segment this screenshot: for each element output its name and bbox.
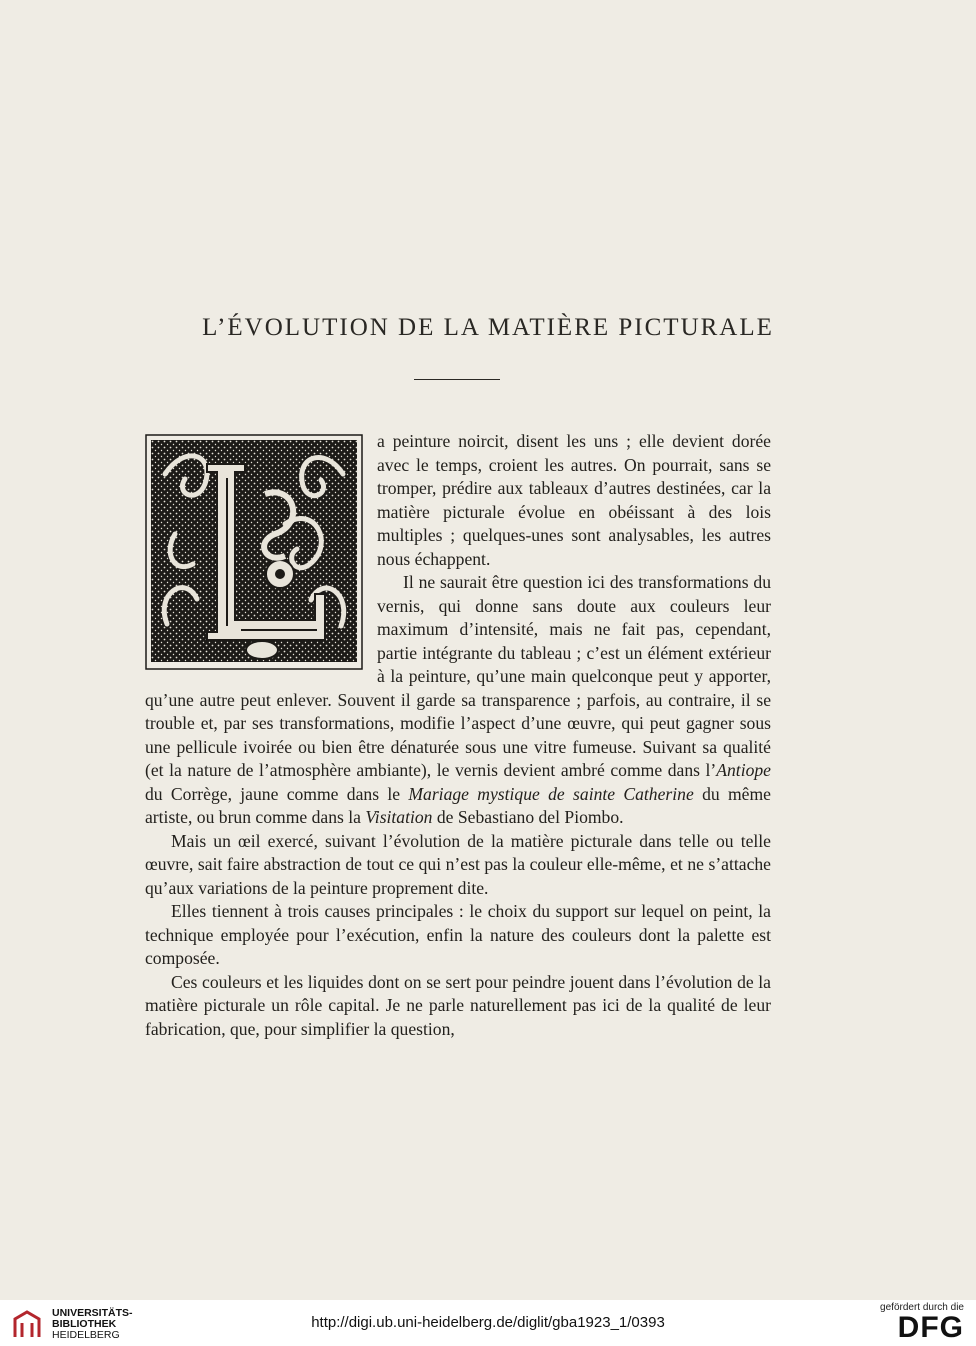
funded-by-label: gefördert durch die bbox=[880, 1302, 964, 1313]
paragraph-2-text-c: du même artiste, ou brun comme dans la bbox=[145, 783, 771, 827]
article-body bbox=[145, 430, 771, 1041]
paragraph-2-text-b: du Corrège, jaune comme dans le bbox=[145, 783, 409, 804]
library-line-3: HEIDELBERG bbox=[52, 1329, 120, 1341]
library-line-2: BIBLIOTHEK bbox=[52, 1318, 117, 1330]
paragraph-2-text-d: de Sebastiano del Piombo. bbox=[432, 807, 624, 827]
ornamental-initial-icon bbox=[145, 434, 363, 670]
work-title-visitation: Visitation bbox=[365, 807, 433, 827]
work-title-mariage: Mariage mystique de sainte Catherine bbox=[408, 783, 694, 804]
work-title-antiope: Antiope bbox=[716, 760, 771, 780]
paragraph-2-text: Il ne saurait être question ici des transformations du vernis, qui donne sans doute aux couleurs leur maximum d’intensité, mais ne fait pas, cependant, partie intégrante du tableau ; c’est un élément extérieur à la peinture, qu’une main quelconque peut y apporter, qu’une autre peut enlever. Souvent il garde sa transparence ; parfois, au contraire, il se trouble et, par ses transformations, modifie l’aspect d’une œuvre, qui peut gagner sous une pellicule ivoirée ou bien être dénaturée sous une vitre fumeuse. Suivant sa qualité (et la nature de l’atmosphère ambiante), le vernis devient ambré comme dans l’ bbox=[145, 572, 771, 780]
viewer-footer bbox=[0, 1300, 976, 1346]
paragraph-5: Ces couleurs et les liquides dont on se sert pour peindre jouent dans l’évolution de la matière picturale un rôle capital. Je ne parle naturellement pas ici de la qualité de leur fabrication, que, pour simplifier la question, bbox=[145, 971, 771, 1039]
paragraph-1-text: a peinture noircit, disent les uns ; elle devient dorée avec le temps, croient les autres. On pourrait, sans se tromper, prédire aux tableaux d’autres destinées, car la matière picturale évolue en obéissant à des lois multiples ; quelques-unes sont analysables, les autres nous échappent. bbox=[377, 431, 771, 569]
page-title: L’ÉVOLUTION DE LA MATIÈRE PICTURALE bbox=[202, 314, 774, 341]
library-line-1: UNIVERSITÄTS- bbox=[52, 1307, 133, 1319]
dfg-logo: DFG bbox=[897, 1311, 964, 1344]
paragraph-4: Elles tiennent à trois causes principales : le choix du support sur lequel on peint, la technique employée pour l’exécution, enfin la nature des couleurs dont la palette est composée. bbox=[145, 901, 771, 968]
page-url-link[interactable]: http://digi.ub.uni-heidelberg.de/diglit/gba1923_1/0393 bbox=[311, 1314, 665, 1331]
title-divider bbox=[414, 379, 500, 380]
paragraph-3: Mais un œil exercé, suivant l’évolution de la matière picturale dans telle ou telle œuvre, sait faire abstraction de tout ce qui n’est pas la couleur elle-même, et ne s’attache qu’aux variations de la peinture proprement dite. bbox=[145, 830, 771, 898]
